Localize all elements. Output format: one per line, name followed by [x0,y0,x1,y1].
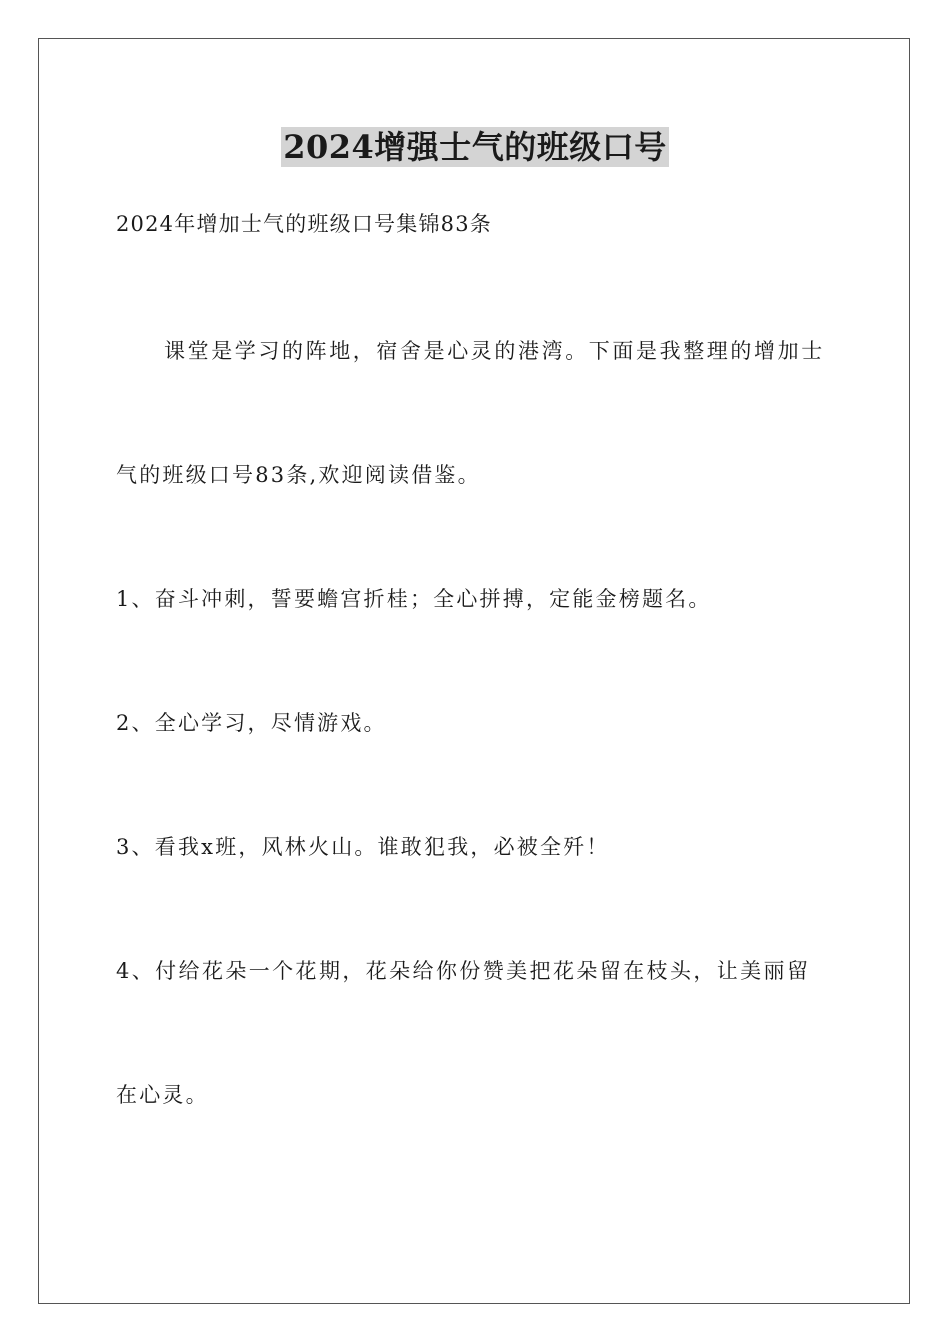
slogan-item-4-line-1: 4、付给花朵一个花期，花朵给你份赞美把花朵留在枝头，让美丽留 [116,959,811,983]
intro-paragraph-line-1: 课堂是学习的阵地，宿舍是心灵的港湾。下面是我整理的增加士 [164,339,825,363]
title-container [0,127,950,167]
slogan-item-2: 2、全心学习，尽情游戏。 [116,711,387,735]
slogan-item-4-line-2: 在心灵。 [116,1083,209,1107]
document-title: 2024增强士气的班级口号 [283,128,667,166]
slogan-item-1: 1、奋斗冲刺，誓要蟾宫折桂；全心拼搏，定能金榜题名。 [116,587,712,611]
intro-paragraph-line-2: 气的班级口号83条,欢迎阅读借鉴。 [116,463,481,487]
slogan-item-3: 3、看我x班，风林火山。谁敢犯我，必被全歼！ [116,835,610,859]
document-subtitle: 2024年增加士气的班级口号集锦83条 [116,212,492,236]
